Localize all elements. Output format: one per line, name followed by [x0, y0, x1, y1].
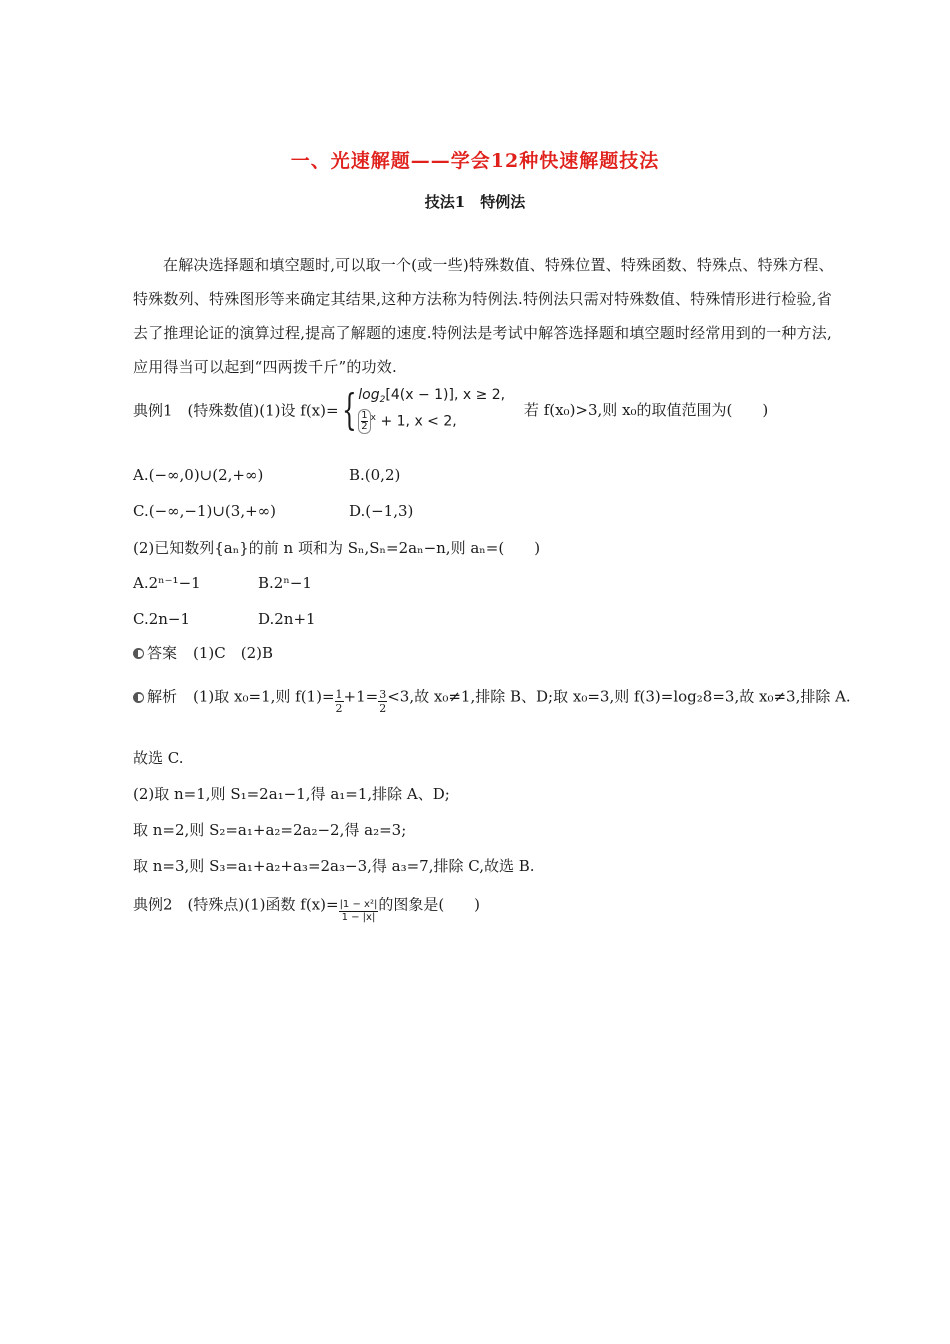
option-c: C.(−∞,−1)∪(3,+∞): [133, 502, 277, 520]
answer-icon: [133, 648, 144, 659]
q2-option-d: D.2n+1: [258, 610, 316, 628]
q2-option-b: B.2ⁿ−1: [258, 574, 312, 592]
analysis-line-2: 故选 C.: [133, 749, 184, 767]
example1-tail: 若 f(x₀)>3,则 x₀的取值范围为( ): [523, 401, 769, 420]
case-1: $\log_2[4(x - 1)]$, x ≥ 2,: [358, 387, 506, 405]
section-subtitle: 技法1 特例法: [424, 193, 526, 211]
example2-tail: 的图象是( ): [378, 895, 481, 914]
example2-fraction: $\frac{\text{|1 − x²|}}{1 - |x|}$: [339, 899, 378, 923]
example2-label: 典例2 (特殊点)(1)函数 f(x)=: [133, 895, 339, 914]
fraction-half: $\frac{1}{2}$: [335, 688, 343, 715]
analysis-line-3: (2)取 n=1,则 S₁=2a₁−1,得 a₁=1,排除 A、D;: [133, 785, 450, 803]
piecewise-function: [358, 384, 505, 436]
left-brace: {: [341, 384, 357, 434]
option-b: B.(0,2): [349, 466, 401, 484]
example2-question: [133, 893, 481, 923]
half-fraction: $\frac{1}{2}$: [358, 409, 370, 434]
analysis-line-1: 解析 (1)取 x₀=1,则 f(1)= $\frac{1}{2}$ +1= $\frac{3}{2}$ <3,故 x₀≠1,排除 B、D;取 x₀=3,则 f(3)=log₂8=3,故 x₀≠3,排除 A.: [133, 684, 851, 711]
answer-text: (1)C (2)B: [193, 644, 274, 662]
option-a: A.(−∞,0)∪(2,+∞): [133, 466, 264, 484]
option-d: D.(−1,3): [349, 502, 414, 520]
analysis-label: 解析: [147, 687, 178, 706]
analysis-icon: [133, 692, 144, 703]
page-title: 一、光速解题——学会12种快速解题技法: [290, 150, 660, 172]
example1-question: [133, 384, 768, 436]
fraction-three-halves: $\frac{3}{2}$: [379, 688, 387, 715]
example1-label: 典例1 (特殊数值)(1)设 f(x)=: [133, 401, 339, 420]
case-2: $\frac{1}{2}$ $^x$ + 1, x < 2,: [358, 409, 505, 436]
answer-label: 答案: [147, 644, 178, 662]
answer-line: [133, 642, 273, 663]
analysis-line-4: 取 n=2,则 S₂=a₁+a₂=2a₂−2,得 a₂=3;: [133, 821, 407, 839]
intro-text: 在解决选择题和填空题时,可以取一个(或一些)特殊数值、特殊位置、特殊函数、特殊点、特殊方程、特殊数列、特殊图形等来确定其结果,这种方法称为特例法.特例法只需对特殊数值、特殊情形进行检验,省去了推理论证的演算过程,提高了解题的速度.特例法是考试中解答选择题和填空题时经常用到的一种方法,应用得当可以起到“四两拨千斤”的功效.: [133, 256, 834, 376]
q2-option-a: A.2ⁿ⁻¹−1: [133, 574, 201, 592]
analysis-line-5: 取 n=3,则 S₃=a₁+a₂+a₃=2a₃−3,得 a₃=7,排除 C,故选 B.: [133, 857, 535, 875]
intro-paragraph: [133, 214, 845, 384]
q2-option-c: C.2n−1: [133, 610, 191, 628]
question-2: (2)已知数列{aₙ}的前 n 项和为 Sₙ,Sₙ=2aₙ−n,则 aₙ=( ): [133, 539, 541, 557]
